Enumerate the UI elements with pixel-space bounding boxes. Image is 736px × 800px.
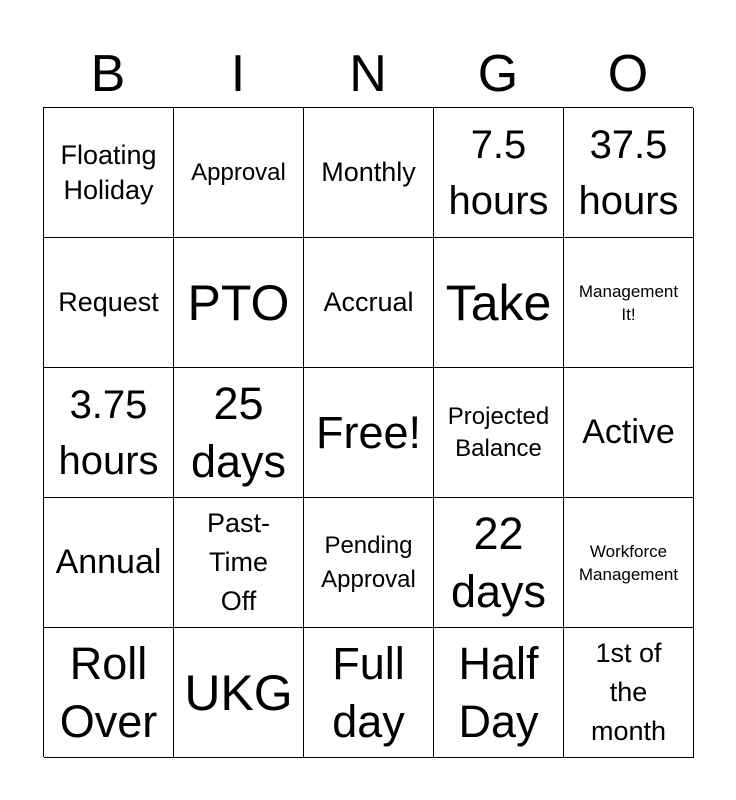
cell-text: Management It! <box>578 281 679 324</box>
cell-text: Monthly <box>321 157 416 187</box>
bingo-board <box>43 107 693 757</box>
bingo-cell[interactable] <box>44 368 174 498</box>
header-letter-o: O <box>607 45 649 103</box>
cell-text: Request <box>58 287 159 317</box>
cell-text: Full day <box>332 637 405 747</box>
bingo-cell[interactable] <box>304 498 434 628</box>
bingo-cell[interactable] <box>174 238 304 368</box>
cell-text: Floating Holiday <box>60 139 157 205</box>
cell-text: 1st of the month <box>590 638 667 746</box>
header-letter-i: I <box>230 45 246 103</box>
bingo-cell[interactable] <box>44 238 174 368</box>
bingo-cell[interactable] <box>564 628 694 758</box>
bingo-cell[interactable] <box>564 498 694 628</box>
cell-text: UKG <box>184 664 293 721</box>
cell-text: Past- Time Off <box>206 508 271 616</box>
bingo-cell[interactable] <box>174 368 304 498</box>
bingo-cell[interactable] <box>44 628 174 758</box>
bingo-cell[interactable] <box>174 498 304 628</box>
bingo-cell[interactable] <box>434 108 564 238</box>
cell-text: Workforce Management <box>578 541 679 584</box>
bingo-cell[interactable] <box>44 498 174 628</box>
bingo-cell[interactable] <box>434 238 564 368</box>
bingo-cell[interactable] <box>304 628 434 758</box>
cell-text: Half Day <box>458 637 539 747</box>
cell-text: Pending Approval <box>321 531 416 593</box>
bingo-cell[interactable] <box>564 368 694 498</box>
cell-text: 25 days <box>190 377 287 487</box>
bingo-cell[interactable] <box>44 108 174 238</box>
cell-text: 37.5 hours <box>578 122 679 223</box>
bingo-cell[interactable] <box>564 238 694 368</box>
bingo-header <box>43 40 693 108</box>
cell-text: 7.5 hours <box>448 122 549 223</box>
free-space-text: Free! <box>315 406 422 458</box>
header-letter-g: G <box>477 45 519 103</box>
bingo-cell[interactable] <box>434 498 564 628</box>
cell-text: 22 days <box>450 507 547 617</box>
bingo-cell[interactable] <box>174 108 304 238</box>
bingo-cell[interactable] <box>434 628 564 758</box>
cell-text: Active <box>582 413 675 451</box>
cell-text: Annual <box>55 543 162 581</box>
cell-text: Take <box>445 274 552 331</box>
bingo-cell[interactable] <box>434 368 564 498</box>
bingo-cell[interactable] <box>304 108 434 238</box>
bingo-cell[interactable] <box>564 108 694 238</box>
cell-text: Accrual <box>323 287 414 317</box>
cell-text: Approval <box>191 158 286 186</box>
bingo-cell[interactable] <box>174 628 304 758</box>
header-letter-b: B <box>90 45 126 103</box>
cell-text: 3.75 hours <box>58 382 159 483</box>
cell-text: Projected Balance <box>447 402 550 462</box>
header-letter-n: N <box>349 45 387 103</box>
free-space[interactable] <box>304 368 434 498</box>
cell-text: PTO <box>187 274 290 331</box>
cell-text: Roll Over <box>59 637 158 747</box>
bingo-cell[interactable] <box>304 238 434 368</box>
